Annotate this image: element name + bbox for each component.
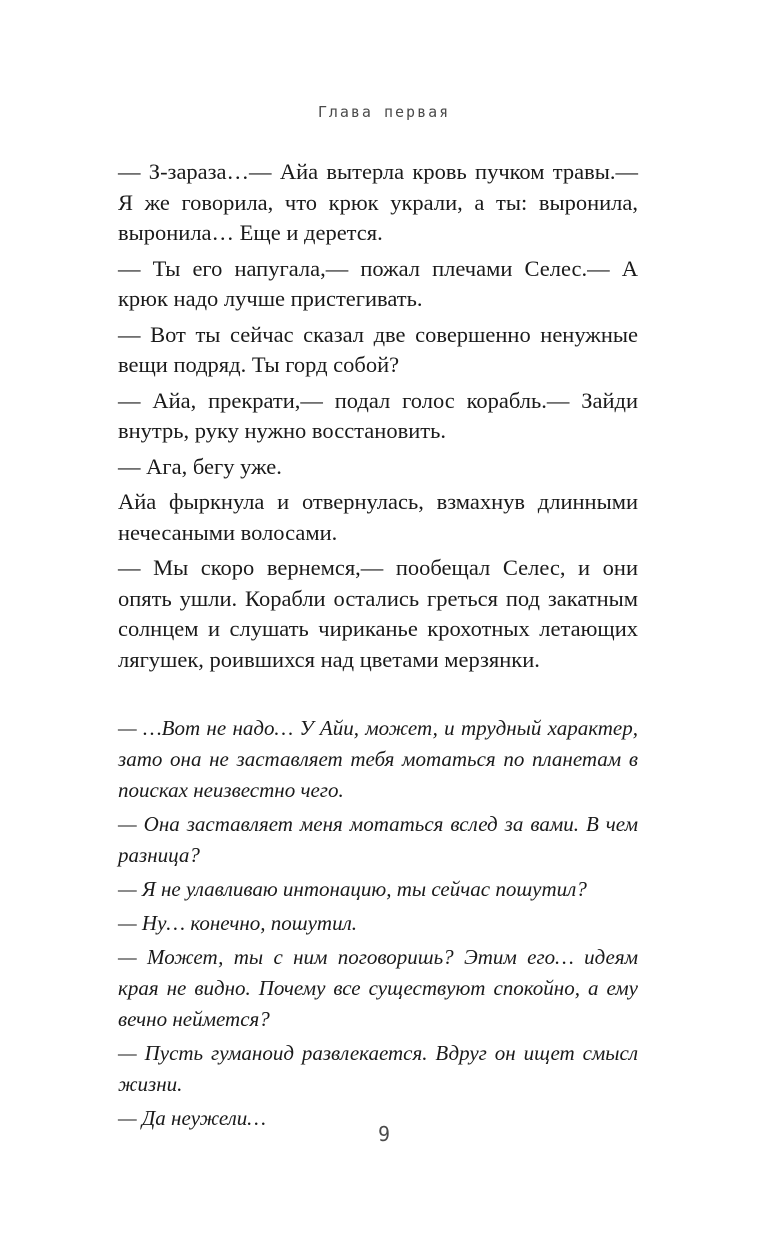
dialogue-paragraph: — Она заставляет меня мотаться вслед за вами. В чем разница? [118,812,638,867]
page-number: 9 [377,1122,391,1146]
paragraph: — З-зараза…— Айа вытерла кровь пучком травы.— Я же говорила, что крюк украли, а ты: выронила, выронила… Еще и дерется. [118,159,638,245]
paragraph: — Ты его напугала,— пожал плечами Селес.— А крюк надо лучше пристегивать. [118,255,638,311]
paragraph: — Вот ты сейчас сказал две совершенно ненужные вещи подряд. Ты горд собой? [118,321,638,377]
text-section-1 [118,157,638,680]
dialogue-paragraph: — Ну… конечно, пошутил. [118,911,357,935]
dialogue-paragraph: — Я не улавливаю интонацию, ты сейчас пошутил? [118,877,587,901]
paragraph: Айа фыркнула и отвернулась, взмахнув длинными нечесаными волосами. [118,489,638,545]
dialogue-paragraph: — Пусть гуманоид развлекается. Вдруг он ищет смысл жизни. [118,1041,638,1096]
text-section-2 [118,713,638,1137]
paragraph: — Ага, бегу уже. [118,453,282,479]
paragraph: — Айа, прекрати,— подал голос корабль.— Зайди внутрь, руку нужно восстановить. [118,387,638,443]
dialogue-paragraph: — Да неужели… [118,1106,266,1130]
dialogue-paragraph: — …Вот не надо… У Айи, может, и трудный характер, зато она не заставляет тебя мотаться по планетам в поисках неизвестно чего. [118,716,638,802]
dialogue-paragraph: — Может, ты с ним поговоришь? Этим его… идеям края не видно. Почему все существуют спокойно, а ему вечно неймется? [118,945,638,1031]
running-head: Глава первая [317,103,451,121]
paragraph: — Мы скоро вернемся,— пообещал Селес, и они опять ушли. Корабли остались греться под закатным солнцем и слушать чириканье крохотных летающих лягушек, роившихся над цветами мерзянки. [118,555,638,672]
